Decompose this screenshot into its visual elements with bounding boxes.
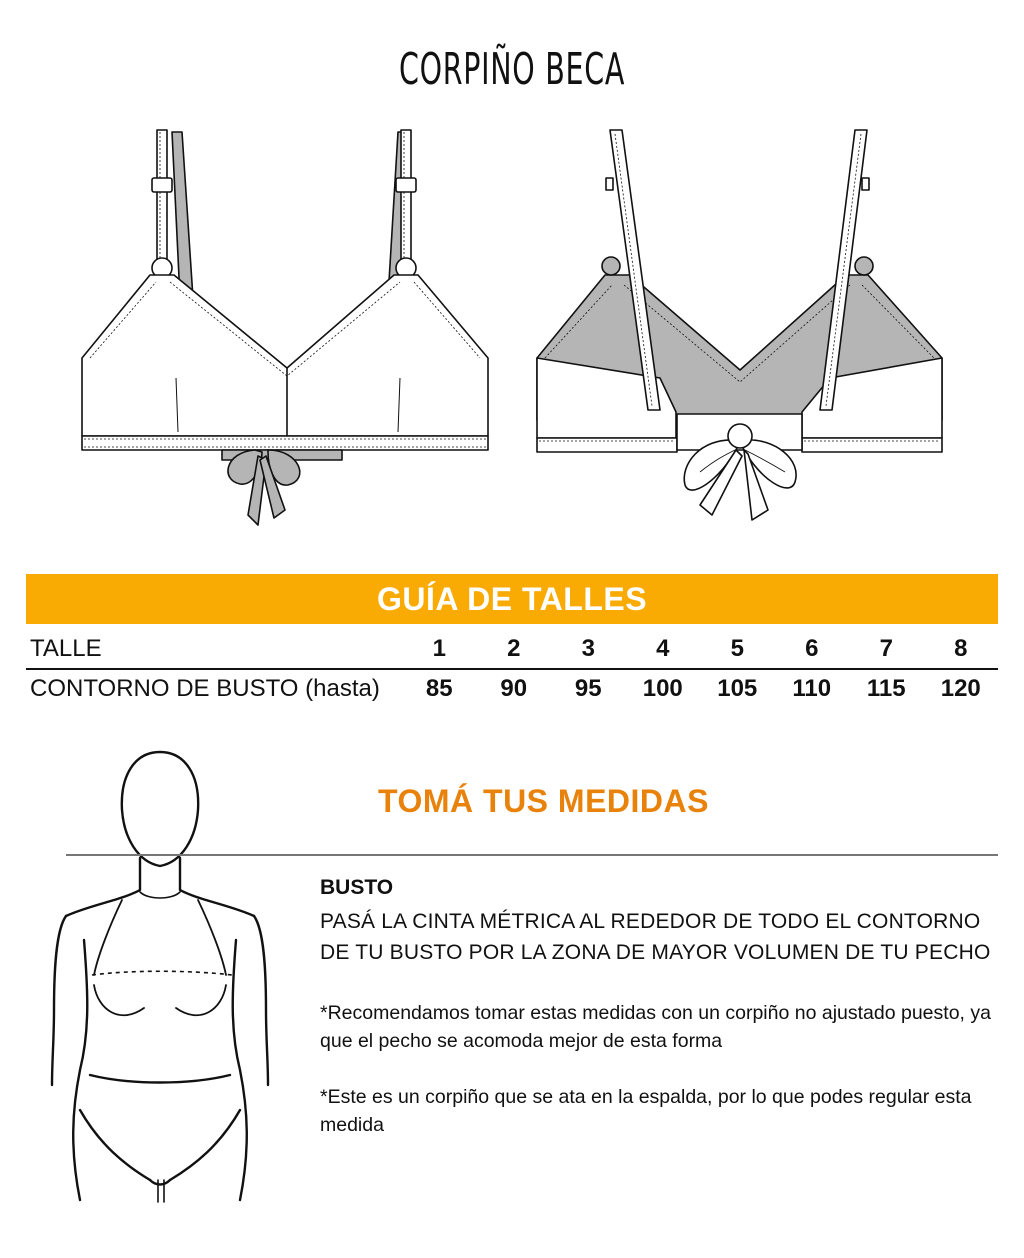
size-4: 4 [626, 630, 701, 669]
bust-value-2: 90 [500, 675, 528, 702]
bust-value-3: 95 [574, 675, 602, 702]
bust-value-7: 115 [866, 675, 906, 702]
bust-label: CONTORNO DE BUSTO (hasta) [30, 675, 380, 702]
bra-back-drawing [537, 130, 942, 520]
body-figure-illustration [40, 740, 280, 1210]
size-5: 5 [700, 630, 775, 669]
size-guide-title: GUÍA DE TALLES [376, 581, 648, 617]
recommendation-note: *Recomendamos tomar estas medidas con un corpiño no ajustado puesto, ya que el pecho se acomoda mejor de esta forma [320, 1002, 991, 1052]
adjustable-note: *Este es un corpiño que se ata en la espalda, por lo que podes regular esta medida [320, 1086, 972, 1136]
bust-heading: BUSTO [320, 876, 394, 899]
bust-value-4: 100 [642, 675, 683, 702]
bust-value-5: 105 [717, 675, 758, 702]
take-measurements-title: TOMÁ TUS MEDIDAS [378, 783, 709, 819]
bust-value-1: 85 [425, 675, 453, 702]
bust-instruction: PASÁ LA CINTA MÉTRICA AL REDEDOR DE TODO EL CONTORNO DE TU BUSTO POR LA ZONA DE MAYOR VOLUMEN DE TU PECHO [320, 910, 991, 964]
size-label: TALLE [26, 630, 402, 669]
size-8: 8 [924, 630, 999, 669]
section-divider [66, 854, 998, 856]
size-7: 7 [849, 630, 924, 669]
size-guide-header [26, 574, 998, 624]
product-title: CORPIÑO BECA [398, 44, 626, 95]
size-2: 2 [477, 630, 552, 669]
bust-value-8: 120 [940, 675, 981, 702]
size-1: 1 [402, 630, 477, 669]
size-6: 6 [775, 630, 850, 669]
bra-front-drawing [82, 130, 488, 525]
size-3: 3 [551, 630, 626, 669]
size-table [26, 630, 998, 708]
bust-row [26, 669, 998, 708]
bra-technical-drawings [0, 120, 1024, 540]
size-row [26, 630, 998, 669]
bust-value-6: 110 [792, 675, 832, 702]
